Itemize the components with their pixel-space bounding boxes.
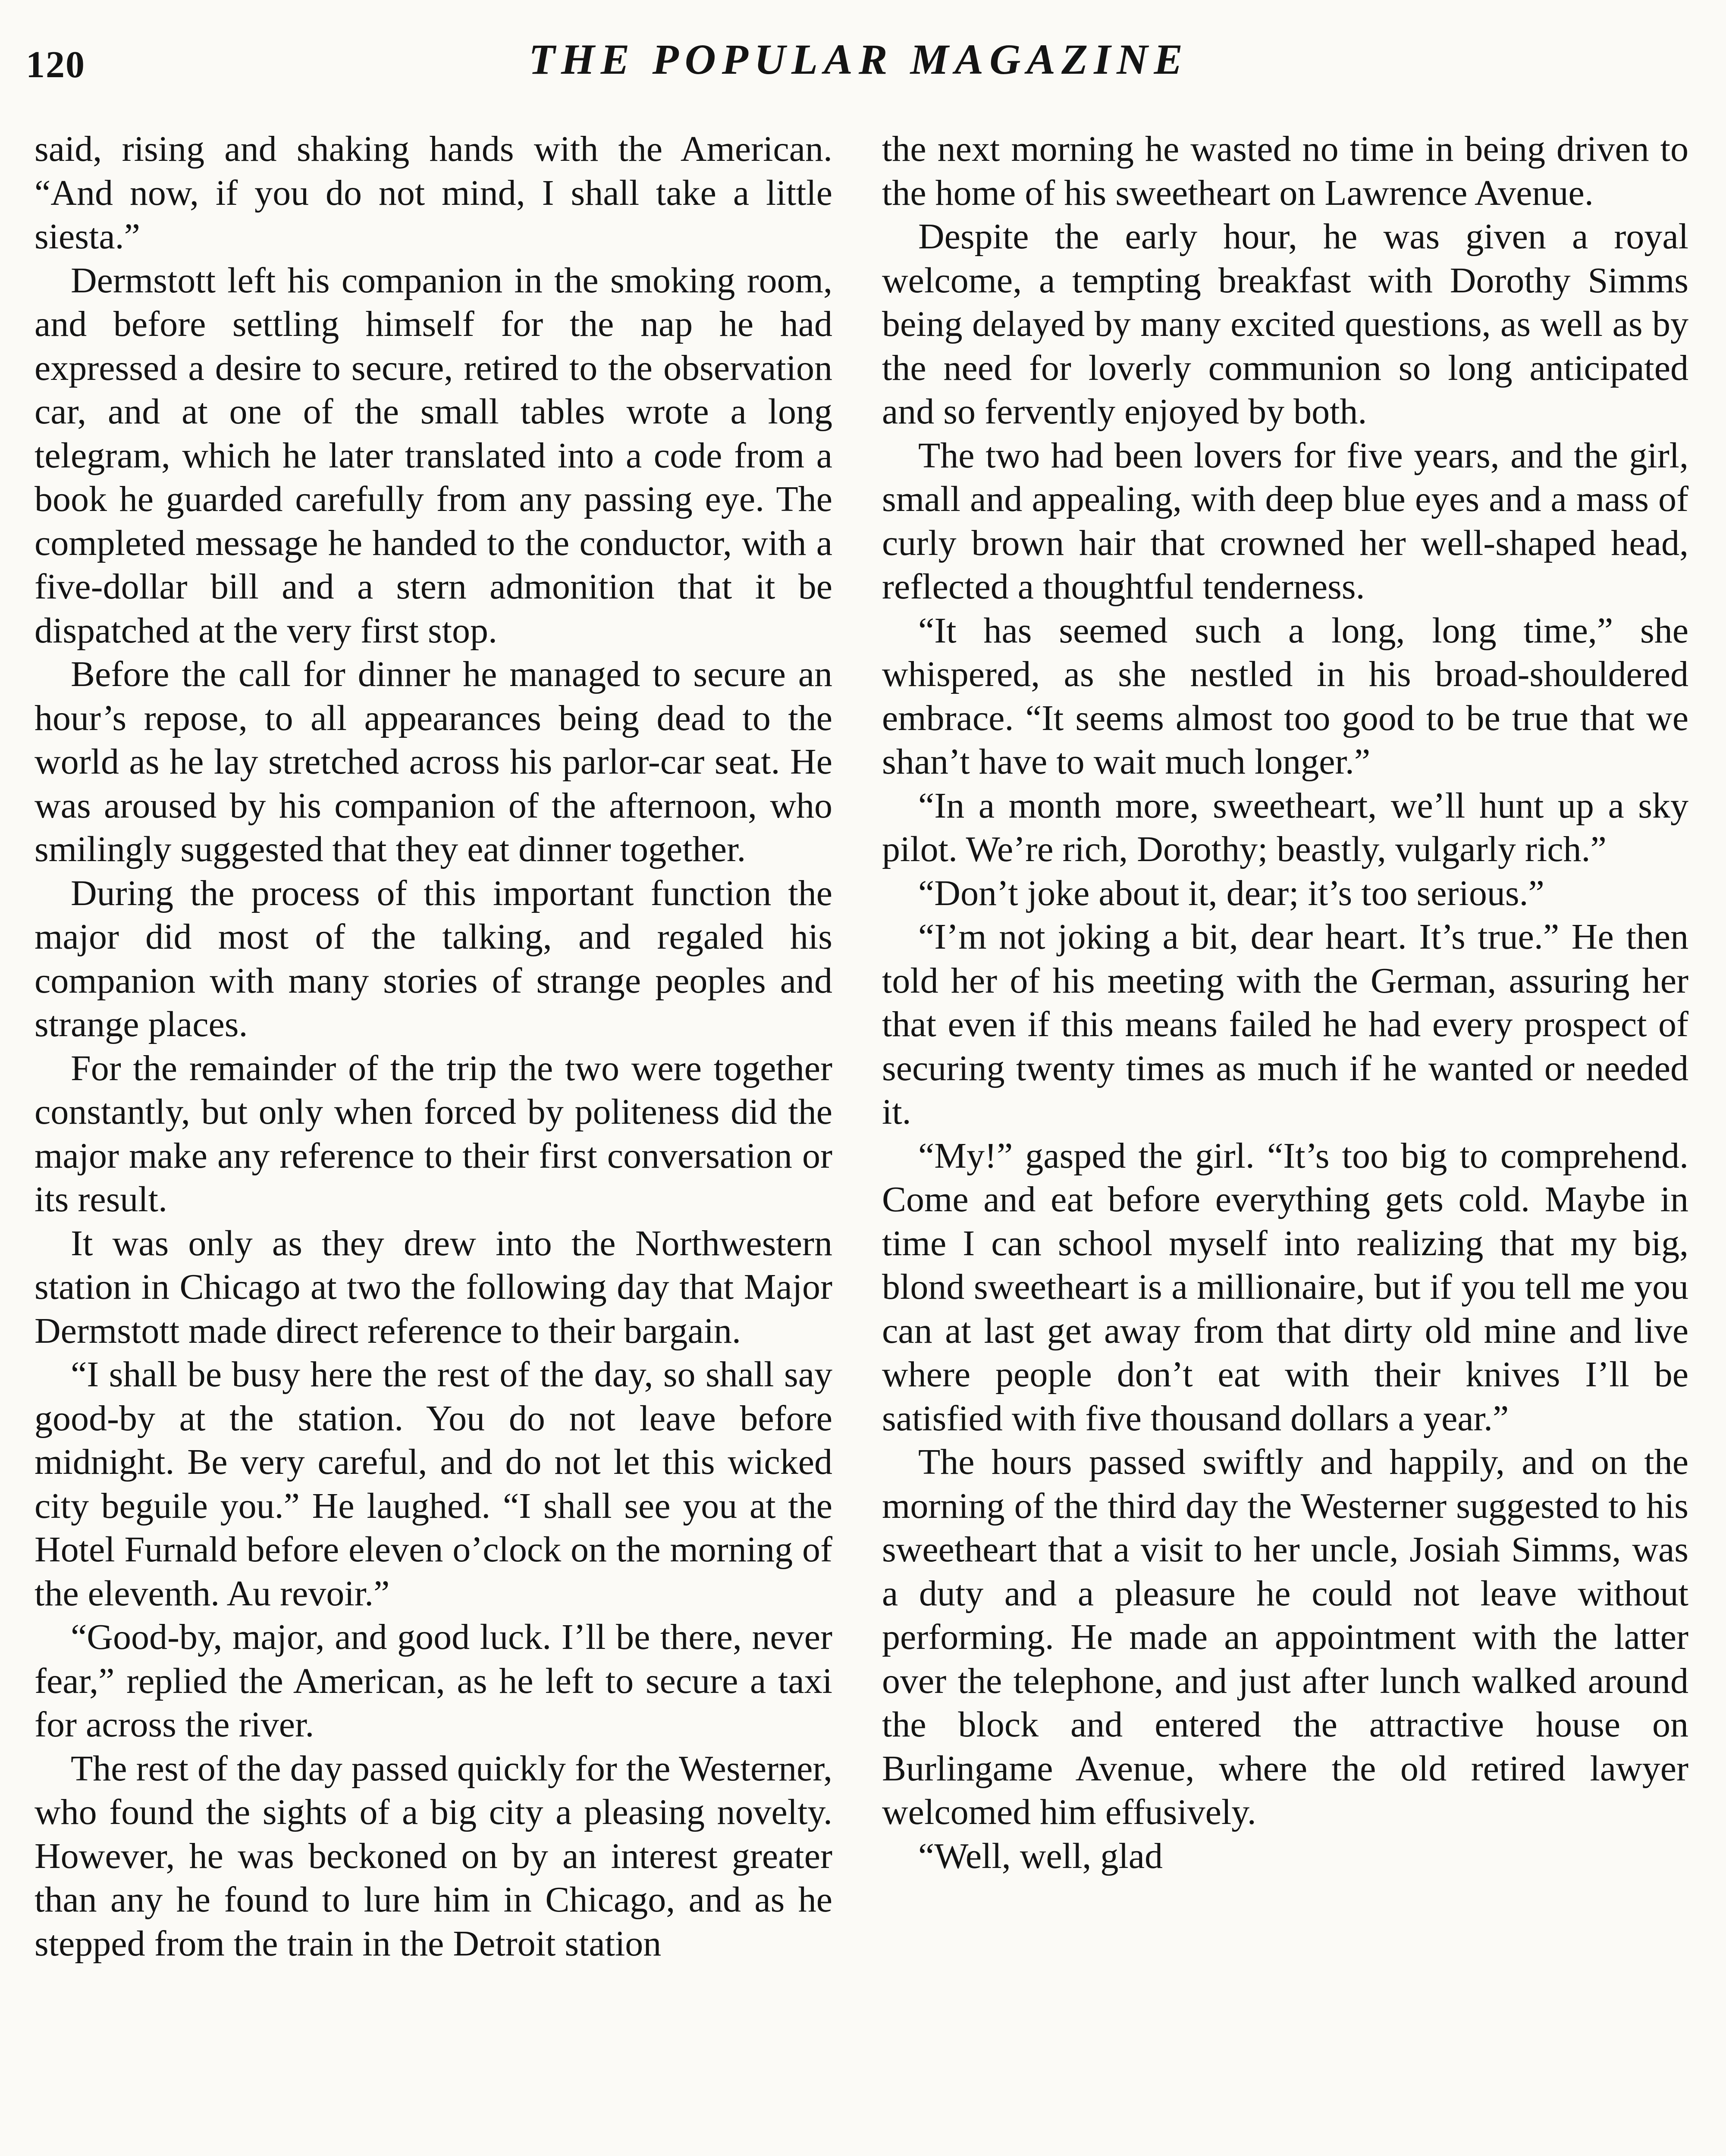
right-text-column bbox=[882, 127, 1688, 1878]
left-text-column bbox=[35, 127, 832, 1965]
paragraph: The hours passed swiftly and happily, and on the morning of the third day the Westerner suggested to his sweetheart that a visit to her uncle, Josiah Simms, was a duty and a pleasure he could not leave without performing. He made an appointment with the latter over the telephone, and just after lunch walked around the block and entered the attractive house on Burlingame Avenue, where the old retired lawyer welcomed him effusively. bbox=[882, 1442, 1688, 1832]
magazine-title: THE POPULAR MAGAZINE bbox=[528, 35, 1189, 83]
paragraph: It was only as they drew into the Northwestern station in Chicago at two the following day that Major Dermstott made direct reference to their bargain. bbox=[35, 1223, 832, 1351]
paragraph: “I’m not joking a bit, dear heart. It’s true.” He then told her of his meeting with the German, assuring her that even if this means failed he had every prospect of securing twenty times as much if he wanted or needed it. bbox=[882, 917, 1688, 1132]
paragraph: Before the call for dinner he managed to secure an hour’s repose, to all appearances being dead to the world as he lay stretched across his parlor-car seat. He was aroused by his companion of the afternoon, who smilingly suggested that they eat dinner together. bbox=[35, 654, 832, 869]
paragraph: “Well, well, glad bbox=[918, 1836, 1163, 1876]
paragraph: During the process of this important function the major did most of the talking, and regaled his companion with many stories of strange peoples and strange places. bbox=[35, 873, 832, 1044]
paragraph: The rest of the day passed quickly for the Westerner, who found the sights of a big city a pleasing novelty. However, he was beckoned on by an interest greater than any he found to lure him in Chicago, and as he stepped from the train in the Detroit station bbox=[35, 1748, 832, 1964]
paragraph: “I shall be busy here the rest of the day, so shall say good-by at the station. You do not leave before midnight. Be very careful, and do not let this wicked city beguile you.” He laughed. “I shall see you at the Hotel Furnald before eleven o’clock on the morning of the eleventh. Au revoir.” bbox=[35, 1354, 832, 1614]
paragraph: said, rising and shaking hands with the American. “And now, if you do not mind, I shall take a little siesta.” bbox=[35, 129, 832, 257]
paragraph: Dermstott left his companion in the smoking room, and before settling himself for the nap he had expressed a desire to secure, retired to the observation car, and at one of the small tables wrote a long telegram, which he later translated into a code from a book he guarded carefully from any passing eye. The completed message he handed to the conductor, with a five-dollar bill and a stern admonition that it be dispatched at the very first stop. bbox=[35, 260, 832, 651]
page-number: 120 bbox=[26, 44, 85, 86]
paragraph: For the remainder of the trip the two were together constantly, but only when forced by politeness did the major make any reference to their first conversation or its result. bbox=[35, 1048, 832, 1219]
paragraph: Despite the early hour, he was given a royal welcome, a tempting breakfast with Dorothy Simms being delayed by many excited questions, as well as by the need for loverly communion so long anticipated and so fervently enjoyed by both. bbox=[882, 216, 1688, 432]
paragraph: The two had been lovers for five years, and the girl, small and appealing, with deep blue eyes and a mass of curly brown hair that crowned her well-shaped head, reflected a thoughtful tenderness. bbox=[882, 435, 1688, 607]
paragraph: “In a month more, sweetheart, we’ll hunt up a sky pilot. We’re rich, Dorothy; beastly, vulgarly rich.” bbox=[882, 785, 1688, 869]
paragraph: the next morning he wasted no time in being driven to the home of his sweetheart on Lawrence Avenue. bbox=[882, 129, 1688, 213]
paragraph: “Don’t joke about it, dear; it’s too serious.” bbox=[918, 873, 1544, 913]
paragraph: “It has seemed such a long, long time,” she whispered, as she nestled in his broad-shouldered embrace. “It seems almost too good to be true that we shan’t have to wait much longer.” bbox=[882, 610, 1688, 782]
paragraph: “Good-by, major, and good luck. I’ll be there, never fear,” replied the American, as he left to secure a taxi for across the river. bbox=[35, 1617, 832, 1745]
page-header bbox=[26, 34, 1691, 99]
paragraph: “My!” gasped the girl. “It’s too big to comprehend. Come and eat before everything gets cold. Maybe in time I can school myself into realizing that my big, blond sweetheart is a millionaire, but if you tell me you can at last get away from that dirty old mine and live where people don’t eat with their knives I’ll be satisfied with five thousand dollars a year.” bbox=[882, 1135, 1688, 1438]
